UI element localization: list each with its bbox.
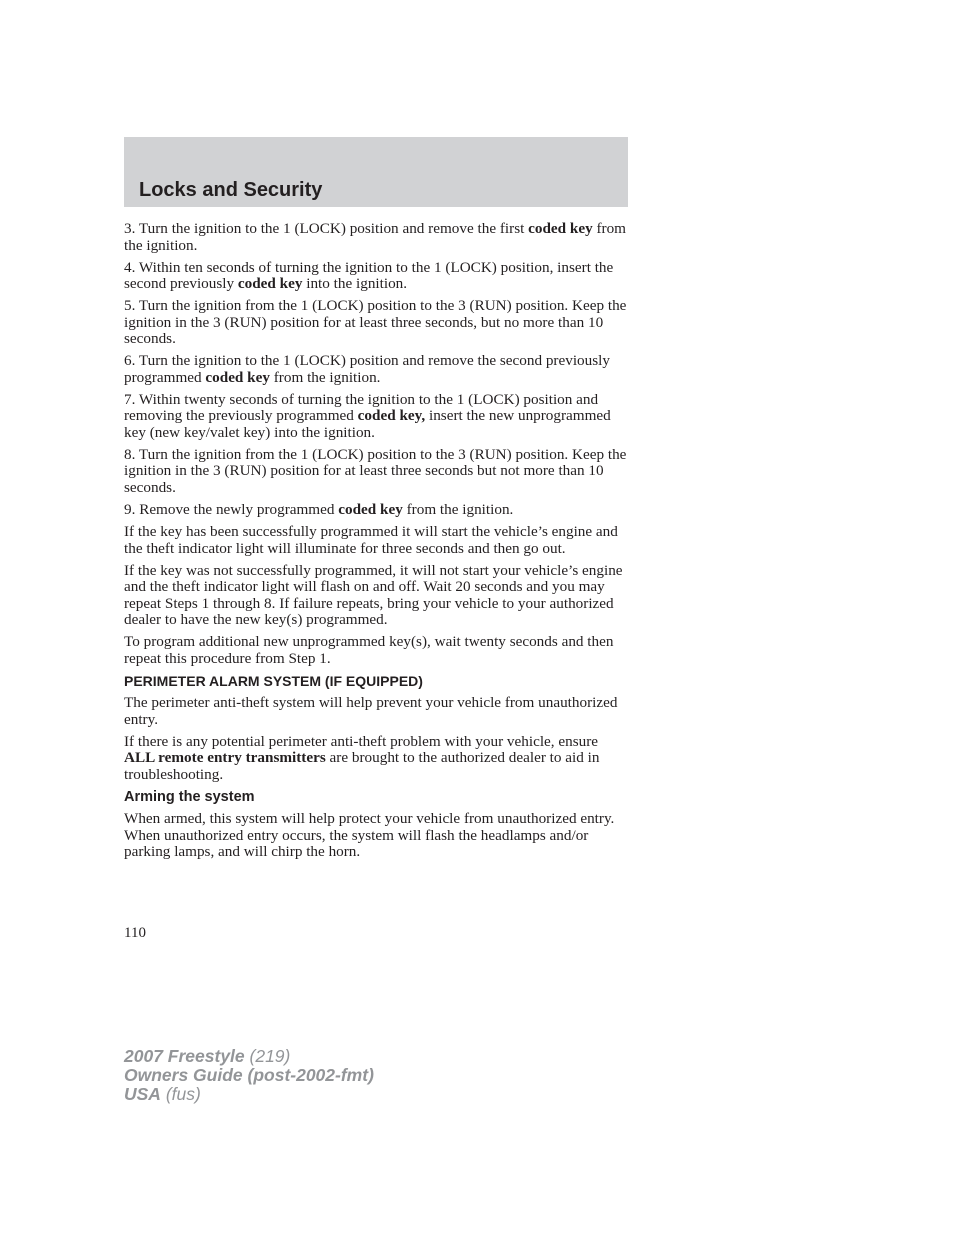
section-title: Locks and Security <box>139 179 323 201</box>
step-3: 3. Turn the ignition to the 1 (LOCK) position and remove the first coded key from the ignition. <box>124 220 626 254</box>
section-header-band <box>124 137 628 207</box>
arming-paragraph: When armed, this system will help protect your vehicle from unauthorized entry. When unauthorized entry occurs, the system will flash the headlamps and/or parking lamps, and will chirp the horn. <box>124 810 615 861</box>
step-5: 5. Turn the ignition from the 1 (LOCK) position to the 3 (RUN) position. Keep the ignition in the 3 (RUN) position for at least three seconds, but no more than 10 seconds. <box>124 297 627 348</box>
additional-keys-paragraph: To program additional new unprogrammed key(s), wait twenty seconds and then repeat this procedure from Step 1. <box>124 633 614 667</box>
document-footer <box>124 1047 374 1104</box>
perimeter-problem-paragraph: If there is any potential perimeter anti-theft problem with your vehicle, ensure ALL remote entry transmitters are brought to the authorized dealer to aid in troubleshooting. <box>124 732 600 783</box>
perimeter-intro-paragraph: The perimeter anti-theft system will help prevent your vehicle from unauthorized entry. <box>124 694 618 728</box>
footer-model-line: 2007 Freestyle (219) <box>124 1046 291 1066</box>
success-paragraph: If the key has been successfully programmed it will start the vehicle’s engine and the theft indicator light will illuminate for three seconds and then go out. <box>124 523 618 557</box>
perimeter-alarm-heading: PERIMETER ALARM SYSTEM (IF EQUIPPED) <box>124 673 423 690</box>
step-6: 6. Turn the ignition to the 1 (LOCK) position and remove the second previously programmed coded key from the ignition. <box>124 352 610 386</box>
failure-paragraph: If the key was not successfully programmed, it will not start your vehicle’s engine and the theft indicator light will flash on and off. Wait 20 seconds and you may repeat Steps 1 through 8. If failure repeats, bring your vehicle to your authorized dealer to have the new key(s) programmed. <box>124 561 623 629</box>
page-number: 110 <box>124 925 146 941</box>
page-body <box>124 221 630 867</box>
step-9: 9. Remove the newly programmed coded key from the ignition. <box>124 501 514 519</box>
step-7: 7. Within twenty seconds of turning the ignition to the 1 (LOCK) position and removing the previously programmed coded key, insert the new unprogrammed key (new key/valet key) into the ignition. <box>124 390 611 441</box>
step-8: 8. Turn the ignition from the 1 (LOCK) position to the 3 (RUN) position. Keep the ignition in the 3 (RUN) position for at least three seconds but not more than 10 seconds. <box>124 445 627 496</box>
footer-guide-line: Owners Guide (post-2002-fmt) <box>124 1065 374 1085</box>
arming-heading: Arming the system <box>124 789 255 806</box>
step-4: 4. Within ten seconds of turning the ignition to the 1 (LOCK) position, insert the second previously coded key into the ignition. <box>124 258 614 293</box>
footer-market-line: USA (fus) <box>124 1084 201 1104</box>
